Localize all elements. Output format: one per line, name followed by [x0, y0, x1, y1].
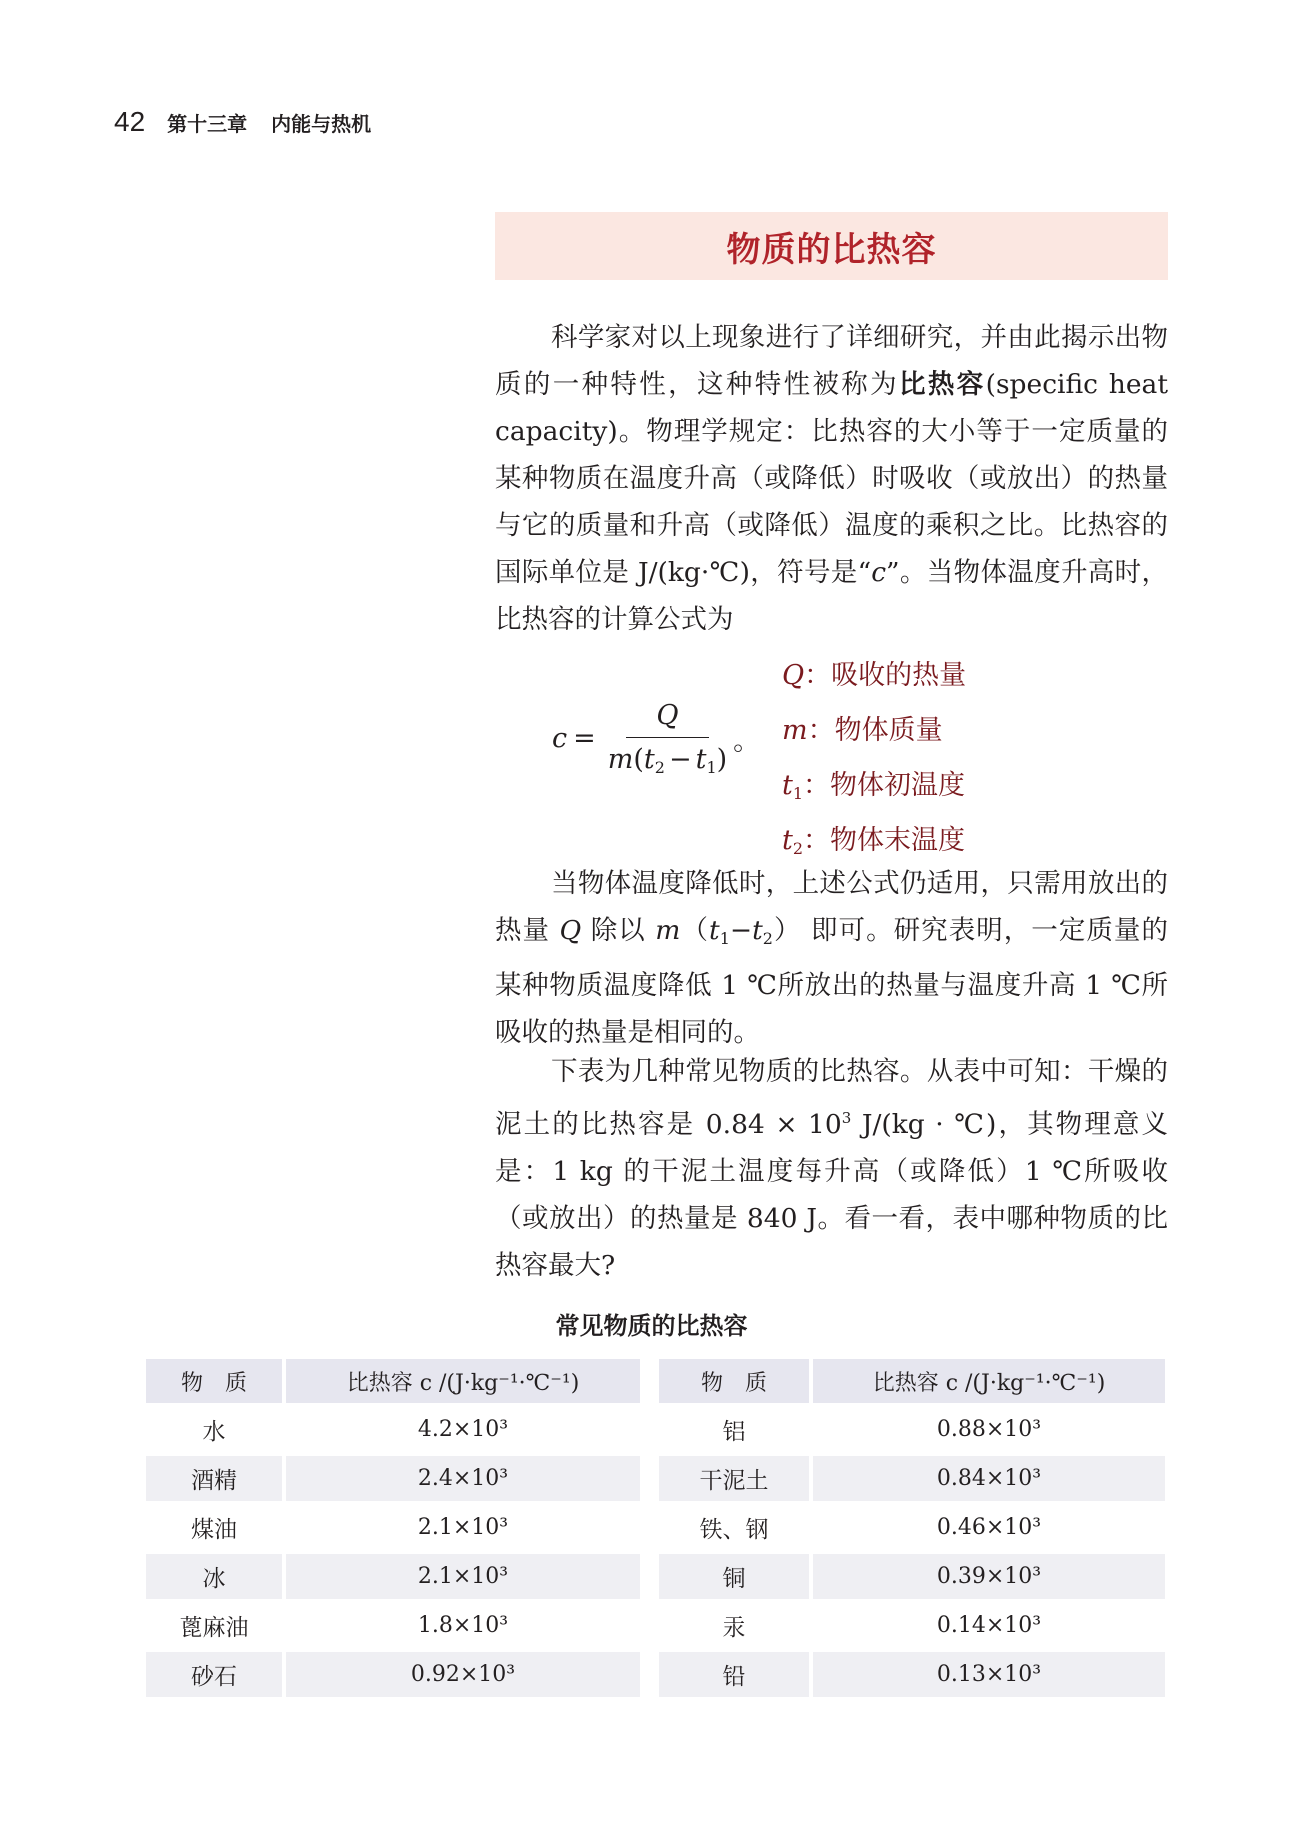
substance-name: 铁、钢 [659, 1505, 813, 1550]
sub-2: 2 [762, 929, 773, 948]
formula-fraction [608, 700, 727, 777]
header-value: 比热容 c /(J·kg⁻¹·℃⁻¹) [813, 1359, 1165, 1403]
table-row [659, 1603, 1165, 1648]
text-run: 科学家对以上现象进行了详细研究，并由此揭示出物质的一种特性，这种特性被称为 [495, 322, 1168, 400]
text-run: J/(kg · ℃)，其物理意义是：1 kg 的干泥土温度每升高（或降低）1 ℃所吸收（或放出）的热量是 840 J。看一看，表中哪种物质的比热容最大? [495, 1109, 1168, 1281]
den-t2: t [643, 744, 655, 775]
exponent: 3 [841, 1109, 852, 1127]
text-run: 当物体温度降低时，上述公式仍适用，只需用放出的热量 [495, 868, 1168, 946]
header-substance: 物 质 [146, 1359, 286, 1403]
text-run: ”。当物体温度升高时，比热容的计算公式为 [495, 557, 1168, 635]
paragraph-definition [495, 314, 1168, 643]
legend-var: m [782, 715, 808, 746]
text-run: （ [680, 915, 710, 946]
legend-text: ：物体质量 [807, 715, 943, 746]
specific-heat-value: 0.84×10³ [813, 1456, 1165, 1501]
specific-heat-value: 2.1×10³ [417, 1515, 509, 1540]
substance-name: 酒精 [146, 1456, 286, 1501]
table-row [146, 1456, 640, 1501]
legend-var: t [782, 825, 793, 856]
table-row [659, 1652, 1165, 1697]
legend-var: t [782, 770, 793, 801]
formula-legend [782, 652, 966, 872]
den-m: m [607, 744, 634, 775]
table-row [659, 1505, 1165, 1550]
specific-heat-value: 2.4×10³ [286, 1456, 640, 1501]
sub-1: 1 [719, 929, 730, 948]
section-title: 物质的比热容 [726, 229, 937, 270]
table-row [146, 1652, 640, 1697]
text-run: 下表为几种常见物质的比热容。从表中可知：干燥的泥土的比热容是 0.84 × 10 [495, 1056, 1168, 1140]
header-substance: 物 质 [659, 1359, 813, 1403]
legend-item [782, 762, 966, 817]
specific-heat-table-right [659, 1355, 1165, 1701]
key-term: 比热容 [899, 369, 986, 400]
specific-heat-value: 4.2×10³ [417, 1417, 509, 1442]
page-number: 42 [114, 106, 146, 137]
legend-text: ：物体末温度 [803, 825, 966, 856]
table-header-row [659, 1359, 1165, 1403]
specific-heat-value: 0.92×10³ [286, 1652, 640, 1697]
den-t1-sub: 1 [706, 758, 717, 777]
minus: − [729, 915, 753, 946]
formula-numerator: Q [626, 700, 708, 738]
substance-name: 铝 [659, 1407, 813, 1452]
table-title: 常见物质的比热容 [555, 1312, 748, 1340]
chapter-label: 第十三章 [167, 112, 248, 136]
substance-name: 砂石 [146, 1652, 286, 1697]
paragraph-table-intro [495, 1048, 1168, 1289]
formula-end: 。 [733, 726, 761, 757]
legend-item [782, 707, 966, 762]
specific-heat-value: 0.39×10³ [813, 1554, 1165, 1599]
chapter-title: 内能与热机 [271, 112, 372, 136]
text-run: ） 即可。研究表明，一定质量的某种物质温度降低 1 ℃所放出的热量与温度升高 1 ℃所吸收的热量是相同的。 [495, 915, 1168, 1048]
formula [552, 700, 760, 777]
legend-text: ：吸收的热量 [804, 660, 967, 691]
text-run: 除以 [581, 915, 656, 946]
substance-name: 汞 [659, 1603, 813, 1648]
specific-heat-value: 0.14×10³ [936, 1613, 1042, 1638]
text-run: (specific heat capacity)。物理学规定：比热容的大小等于一定质量的某种物质在温度升高（或降低）时吸收（或放出）的热量与它的质量和升高（或降低）温度的乘积之比。比热容的国际单位是 J/(kg·℃)，符号是“ [495, 369, 1169, 588]
legend-text: ：物体初温度 [803, 770, 966, 801]
specific-heat-table-left [146, 1355, 640, 1701]
specific-heat-value: 0.88×10³ [936, 1417, 1042, 1442]
specific-heat-value: 0.13×10³ [813, 1652, 1165, 1697]
substance-name: 冰 [146, 1554, 286, 1599]
page-header [114, 106, 371, 138]
header-value: 比热容 c /(J·kg⁻¹·℃⁻¹) [286, 1359, 640, 1403]
table-row [146, 1407, 640, 1452]
table-row [146, 1505, 640, 1550]
substance-name: 煤油 [146, 1505, 286, 1550]
table-row [146, 1603, 640, 1648]
table-row [659, 1456, 1165, 1501]
specific-heat-value: 1.8×10³ [417, 1613, 509, 1638]
symbol-t1: t [709, 915, 720, 946]
den-t1: t [695, 744, 707, 775]
legend-var: Q [782, 660, 805, 691]
den-minus: − [668, 744, 692, 775]
substance-name: 铜 [659, 1554, 813, 1599]
symbol-m: m [655, 915, 681, 946]
symbol-c: c [871, 557, 887, 588]
symbol-q: Q [559, 915, 582, 946]
substance-name: 干泥土 [659, 1456, 813, 1501]
substance-name: 铅 [659, 1652, 813, 1697]
den-t2-sub: 2 [654, 758, 665, 777]
table-header-row [146, 1359, 640, 1403]
substance-name: 蓖麻油 [146, 1603, 286, 1648]
specific-heat-value: 2.1×10³ [286, 1554, 640, 1599]
table-row [659, 1407, 1165, 1452]
table-row [146, 1554, 640, 1599]
table-row [659, 1554, 1165, 1599]
legend-sub: 1 [792, 784, 804, 803]
formula-equals: = [573, 723, 596, 754]
section-heading-band [495, 212, 1168, 280]
specific-heat-value: 0.46×10³ [936, 1515, 1042, 1540]
legend-sub: 2 [792, 839, 804, 858]
symbol-t2: t [752, 915, 763, 946]
substance-name: 水 [146, 1407, 286, 1452]
formula-lhs: c [552, 723, 568, 754]
paragraph-cooling [495, 860, 1168, 1056]
legend-item [782, 652, 966, 707]
formula-denominator: $m(t_2 - t_1)$ [607, 744, 728, 777]
